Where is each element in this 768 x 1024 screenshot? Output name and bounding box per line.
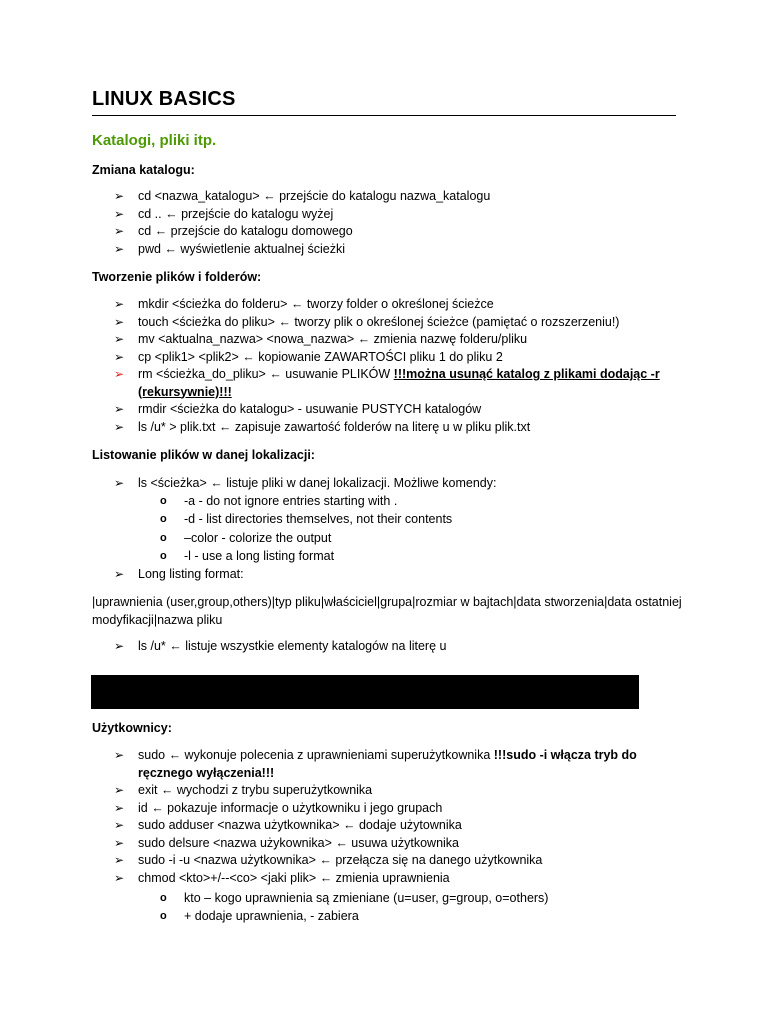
arrow-bullet-icon: ➢: [113, 800, 125, 815]
arrow-bullet-icon: ➢: [113, 870, 125, 885]
arrow-bullet-icon: ➢: [113, 349, 125, 364]
arrow-bullet-icon: ➢: [113, 853, 125, 867]
arrow-bullet-icon: ➢: [113, 639, 125, 653]
list-item: ➢ mv <aktualna_nazwa> <nowa_nazwa> ← zmienia nazwę folderu/pliku: [112, 331, 672, 349]
arrow-bullet-icon: ➢: [113, 567, 125, 581]
list-item: ➢ sudo adduser <nazwa użytkownika> ← dodaje użytownika: [112, 817, 672, 835]
list-create: [112, 296, 672, 436]
heading-create: Tworzenie plików i folderów:: [92, 270, 262, 284]
list-item: ➢ ls <ścieżka> ← listuje pliki w danej lokalizacji. Możliwe komendy:: [112, 475, 672, 493]
list-change-dir: [112, 188, 672, 258]
arrow-bullet-icon: ➢: [113, 419, 125, 434]
list-item: ➢ rmdir <ścieżka do katalogu> - usuwanie PUSTYCH katalogów: [112, 401, 672, 419]
arrow-bullet-icon: ➢: [113, 476, 125, 490]
list-item: ➢ Long listing format:: [112, 566, 672, 584]
list-users: [112, 747, 672, 887]
sub-list-item: o + dodaje uprawnienia, - zabiera: [160, 907, 660, 925]
sub-list-item: o -a - do not ignore entries starting with .: [160, 492, 660, 510]
arrow-bullet-icon: ➢: [113, 297, 125, 311]
list-item: ➢ id ← pokazuje informacje o użytkowniku i jego grupach: [112, 800, 672, 818]
list-item: ➢ ls /u* ← listuje wszystkie elementy katalogów na literę u: [112, 638, 672, 656]
circle-bullet-icon: o: [160, 513, 167, 526]
arrow-bullet-icon: ➢: [113, 241, 125, 256]
list-item: ➢ mkdir <ścieżka do folderu> ← tworzy folder o określonej ścieżce: [112, 296, 672, 314]
list-item: ➢ ls /u* > plik.txt ← zapisuje zawartość folderów na literę u w pliku plik.txt: [112, 419, 672, 437]
arrow-bullet-icon: ➢: [113, 748, 125, 762]
circle-bullet-icon: o: [160, 495, 167, 507]
list-item: ➢ pwd ← wyświetlenie aktualnej ścieżki: [112, 241, 672, 259]
sub-list-item: o -l - use a long listing format: [160, 547, 660, 565]
long-format-description: |uprawnienia (user,group,others)|typ pliku|właściciel|grupa|rozmiar w bajtach|data stworzenia|data ostatniej modyfikacji|nazwa pliku: [92, 595, 682, 627]
page-title: LINUX BASICS: [92, 88, 676, 116]
circle-bullet-icon: o: [160, 892, 167, 904]
arrow-bullet-icon: ➢: [113, 332, 125, 346]
arrow-bullet-icon: ➢: [113, 402, 125, 416]
red-arrow-bullet-icon: ➢: [113, 367, 125, 381]
sudo-note: !!!sudo -i włącza tryb do ręcznego wyłączenia!!!: [138, 748, 637, 780]
list-item: ➢ chmod <kto>+/--<co> <jaki plik> ← zmienia uprawnienia: [112, 870, 672, 888]
list-item-sudo: ➢ sudo ← wykonuje polecenia z uprawnieniami superużytkownika !!!sudo -i włącza tryb do ręcznego wyłączenia!!!: [113, 748, 637, 780]
arrow-bullet-icon: ➢: [113, 835, 125, 850]
list-item: ➢ cd ← przejście do katalogu domowego: [112, 223, 672, 241]
redaction-bar: [91, 675, 639, 709]
ls-options-list: [160, 492, 660, 566]
list-item: ➢ cd <nazwa_katalogu> ← przejście do katalogu nazwa_katalogu: [112, 188, 672, 206]
arrow-bullet-icon: ➢: [113, 206, 125, 221]
heading-change-dir: Zmiana katalogu:: [92, 163, 195, 177]
chmod-sub-list: [160, 889, 660, 926]
list-long-format: [112, 566, 672, 584]
circle-bullet-icon: o: [160, 910, 167, 923]
rm-warning: !!!można usunąć katalog z plikami dodając -r (rekursywnie)!!!: [138, 367, 660, 399]
heading-listing: Listowanie plików w danej lokalizacji:: [92, 448, 315, 462]
list-ls-u: [112, 638, 672, 656]
section-title: Katalogi, pliki itp.: [92, 132, 217, 149]
list-item: ➢ cp <plik1> <plik2> ← kopiowanie ZAWARTOŚCI pliku 1 do pliku 2: [112, 349, 672, 367]
arrow-bullet-icon: ➢: [113, 818, 125, 832]
list-item: ➢ cd .. ← przejście do katalogu wyżej: [112, 206, 672, 224]
circle-bullet-icon: o: [160, 531, 167, 544]
sub-list-item: o -d - list directories themselves, not their contents: [160, 510, 660, 528]
sub-list-item: o kto – kogo uprawnienia są zmieniane (u=user, g=group, o=others): [160, 889, 660, 907]
list-ls: [112, 475, 672, 493]
arrow-bullet-icon: ➢: [113, 224, 125, 238]
list-item: ➢ sudo -i -u <nazwa użytkownika> ← przełącza się na danego użytkownika: [112, 852, 672, 870]
list-item: ➢ exit ← wychodzi z trybu superużytkownika: [112, 782, 672, 800]
list-item: ➢ sudo delsure <nazwa użykownika> ← usuwa użytkownika: [112, 835, 672, 853]
heading-users: Użytkownicy:: [92, 721, 172, 735]
arrow-bullet-icon: ➢: [113, 189, 125, 203]
list-item-rm: ➢ rm <ścieżka_do_pliku> ← usuwanie PLIKÓW !!!można usunąć katalog z plikami dodając -r (rekursywnie)!!!: [113, 367, 660, 399]
arrow-bullet-icon: ➢: [113, 314, 125, 329]
list-item: ➢ touch <ścieżka do pliku> ← tworzy plik o określonej ścieżce (pamiętać o rozszerzeniu!): [112, 314, 672, 332]
arrow-bullet-icon: ➢: [113, 783, 125, 797]
sub-list-item: o –color - colorize the output: [160, 529, 660, 547]
circle-bullet-icon: o: [160, 550, 167, 563]
